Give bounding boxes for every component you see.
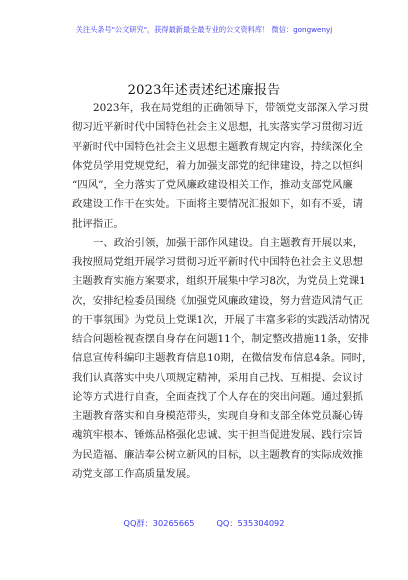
text-line: 我按照局党组开展学习贯彻习近平新时代中国特色社会主义思想 [72, 256, 363, 268]
text-line: 动党支部工作高质量发展。 [72, 467, 197, 480]
text-line: 2023年，我在局党组的正确领导下，带领党支部深入学习贯 [93, 102, 369, 114]
text-line: 为民造福、廉洁奉公树立新风的目标，以主题教育的实际成效推 [72, 448, 363, 461]
text-line: 体党员学用党规党纪，着力加强支部党的纪律建设，持之以恒纠 [72, 159, 363, 172]
footer-contact [0, 518, 408, 529]
paragraph-political-guidance [72, 234, 373, 484]
document-title: 2023年述责述纪述廉报告 [127, 83, 281, 98]
text-line: 次，安排纪检委员围绕《加强党风廉政建设，努力营造风清气正 [72, 294, 363, 307]
text-line: 主题教育落实和自身模范带头，实现自身和支部全体党员凝心铸 [72, 410, 363, 422]
footer-qq-group: QQ群：30265665 [123, 518, 195, 528]
text-line: 批评指正。 [72, 217, 124, 230]
text-line: 的干事氛围》为党员上党课1次，开展了丰富多彩的实践活动情况 [72, 313, 370, 326]
text-line: 彻习近平新时代中国特色社会主义思想，扎实落实学习贯彻习近 [72, 121, 363, 134]
text-line: 论等方式进行自查，全面查找了个人存在的突出问题。通过狠抓 [72, 390, 363, 403]
text-line: 我们认真落实中央八项规定精神，采用自己找、互相提、会议讨 [72, 371, 363, 384]
text-line: “四风”，全力落实了党风廉政建设相关工作，推动支部党风廉 [72, 179, 353, 191]
header-promo-note: 关注头条号"公文研究"，获得最新最全最专业的公文资料库！ 微信：gongwenyj [75, 25, 333, 34]
paragraph-intro [72, 99, 369, 234]
text-line: 政建设工作干在实处。下面将主要情况汇报如下，如有不妥，请 [72, 198, 363, 211]
footer-qq: QQ：535304092 [216, 518, 285, 528]
text-line: 平新时代中国特色社会主义思想主题教育规定内容，持续深化全 [72, 140, 363, 153]
text-line: 魂筑牢根本、锤炼品格强化忠诚、实干担当促进发展、践行宗旨 [72, 429, 363, 442]
document-body [72, 99, 373, 484]
text-line: 主题教育实施方案要求，组织开展集中学习8次，为党员上党课1 [72, 275, 366, 288]
text-line: 一、政治引领，加强干部作风建设。自主题教育开展以来， [93, 236, 364, 249]
text-line: 结合问题检视查摆自身存在问题11个，制定整改措施11条，安排 [72, 333, 369, 345]
text-line: 信息宣传科编印主题教育信息10期，在微信发布信息4条。同时， [72, 352, 373, 365]
